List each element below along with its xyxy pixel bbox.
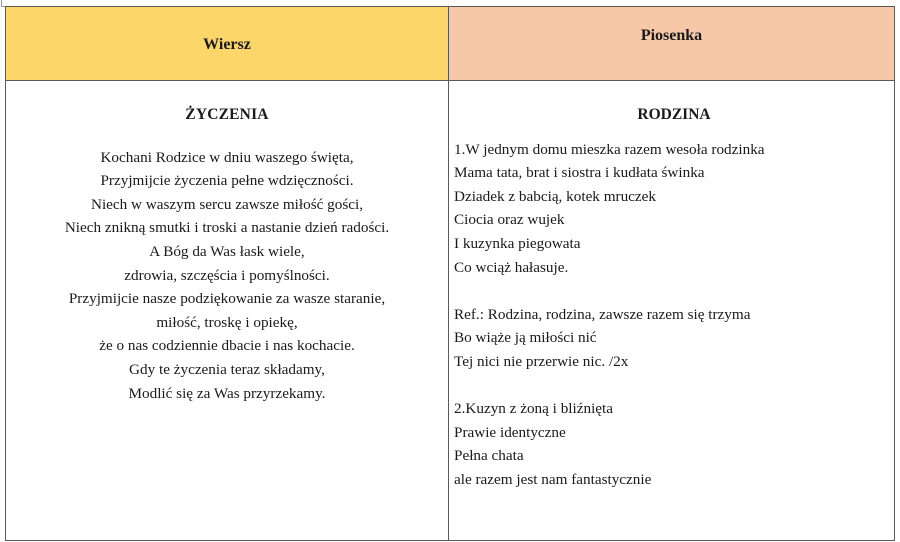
header-cell-song: [449, 7, 895, 81]
header-cell-poem: [6, 7, 449, 81]
song-line: Tej nici nie przerwie nic. /2x: [454, 352, 629, 370]
song-line: Prawie identyczne: [454, 423, 566, 441]
poem-line: Modlić się za Was przyrzekamy.: [128, 384, 326, 402]
song-verse-2: [454, 397, 894, 491]
song-line: Dziadek z babcią, kotek mruczek: [454, 187, 656, 205]
poem-line: zdrowia, szczęścia i pomyślności.: [124, 266, 330, 284]
header-row: [6, 7, 895, 81]
song-cell: [449, 81, 895, 541]
poem-line: Przyjmijcie nasze podziękowanie za wasze staranie,: [68, 290, 386, 308]
poem-line: Przyjmijcie życzenia pełne wdzięczności.: [100, 172, 354, 190]
poem-line: A Bóg da Was łask wiele,: [149, 242, 305, 260]
poem-line: Niech w waszym sercu zawsze miłość gości,: [90, 195, 364, 213]
header-poem-label: Wiersz: [203, 35, 251, 53]
song-line: Ref.: Rodzina, rodzina, zawsze razem się trzyma: [454, 305, 751, 323]
song-line: Co wciąż hałasuje.: [454, 258, 569, 276]
song-line: I kuzynka piegowata: [454, 234, 581, 252]
poem-line: Gdy te życzenia teraz składamy,: [129, 360, 325, 378]
song-line: 1.W jednym domu mieszka razem wesoła rodzinka: [454, 140, 765, 158]
poem-line: że o nas codziennie dbacie i nas kochacie.: [99, 337, 355, 355]
content-row: [6, 81, 895, 541]
poem: [6, 81, 448, 405]
poem-line: Kochani Rodzice w dniu waszego święta,: [100, 148, 354, 166]
song-line: ale razem jest nam fantastycznie: [454, 470, 652, 488]
song-line: Mama tata, brat i siostra i kudłata świnka: [454, 164, 705, 182]
song-verse-1: [454, 138, 894, 280]
song-title: RODZINA: [637, 106, 711, 123]
poem-line: Niech znikną smutki i troski a nastanie dzień radości.: [64, 219, 390, 237]
content-table: [5, 6, 895, 541]
song: [449, 81, 894, 492]
song-refrain: [454, 303, 894, 374]
header-song-label: Piosenka: [640, 27, 703, 44]
poem-cell: [6, 81, 449, 541]
poem-line: miłość, troskę i opiekę,: [156, 313, 298, 331]
poem-title: ŻYCZENIA: [185, 106, 269, 123]
song-line: Ciocia oraz wujek: [454, 211, 565, 229]
song-line: 2.Kuzyn z żoną i bliźnięta: [454, 400, 613, 418]
song-line: Pełna chata: [454, 447, 524, 465]
song-line: Bo wiąże ją miłości nić: [454, 329, 597, 347]
